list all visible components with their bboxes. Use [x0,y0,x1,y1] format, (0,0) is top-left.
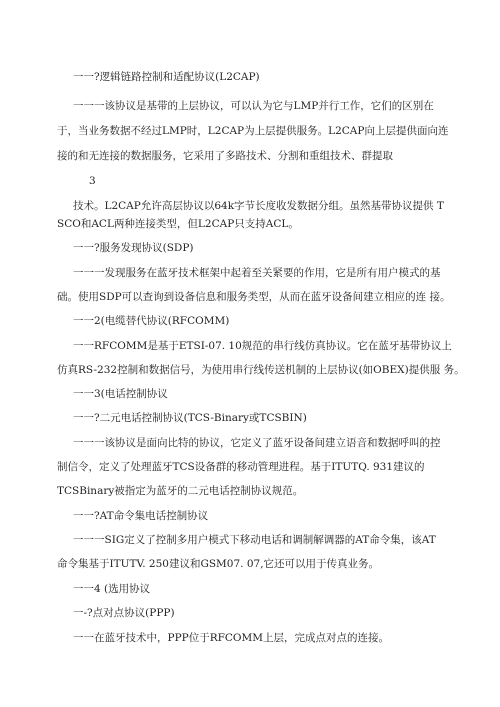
paragraph-line: 制信令，定义了处理蓝牙TCS设备群的移动管理进程。基于ITUTQ. 931建议的 [57,461,425,473]
paragraph-line: SCO和ACL两种连接类型，但L2CAP只支持ACL。 [57,218,299,230]
paragraph-line: 一一一SIG定义了控制多用户模式下移动电话和调制解调器的AT命令集，该AT [73,534,436,546]
paragraph-line: 一一RFCOMM是基于ETSI-07. 10规范的串行线仿真协议。它在蓝牙基带协议上 [73,340,452,352]
heading-rfcomm: 一一2(电缆替代协议(RFCOMM) [73,315,230,327]
paragraph-line: 技术。L2CAP允许高层协议以64k字节长度收发数据分组。虽然基带协议提供 T [73,200,444,212]
paragraph-line: 于，当业务数据不经过LMP时，L2CAP为上层提供服务。L2CAP向上层提供面向连 [57,125,449,137]
heading-tcs-binary: 一一?二元电话控制协议(TCS-Binary或TCSBIN) [73,412,307,424]
heading-optional: 一一4 (选用协议 [73,583,151,595]
paragraph-line: 一一一发现服务在蓝牙技术框架中起着至关紧要的作用，它是所有用户模式的基 [73,267,441,279]
heading-ppp: 一-?点对点协议(PPP) [73,607,175,619]
paragraph-line: 一一一该协议是基带的上层协议，可以认为它与LMP并行工作，它们的区别在 [73,100,434,112]
paragraph-line: 命令集基于ITUTV. 250建议和GSM07. 07,它还可以用于传真业务。 [57,558,380,570]
paragraph-line: 础。使用SDP可以查询到设备信息和服务类型，从而在蓝牙设备间建立相应的连 接。 [57,291,451,303]
heading-at-commands: 一一?AT命令集电话控制协议 [73,510,209,522]
heading-l2cap: 一一?逻辑链路控制和适配协议(L2CAP) [73,71,260,83]
heading-telephony: 一一3(电话控制协议 [73,388,168,400]
paragraph-line: 一一在蓝牙技术中，PPP位于RFCOMM上层，完成点对点的连接。 [73,632,390,644]
paragraph-line: 仿真RS-232控制和数据信号，为使用串行线传送机制的上层协议(如OBEX)提供服 务。 [57,364,465,376]
paragraph-line: TCSBinary被指定为蓝牙的二元电话控制协议规范。 [57,485,304,497]
paragraph-line: 接的和无连接的数据服务，它采用了多路技术、分割和重组技术、群提取 [57,150,393,162]
page-number: 3 [89,175,96,187]
paragraph-line: 一一一该协议是面向比特的协议，它定义了蓝牙设备间建立语音和数据呼叫的控 [73,437,441,449]
heading-sdp: 一一?服务发现协议(SDP) [73,242,194,254]
